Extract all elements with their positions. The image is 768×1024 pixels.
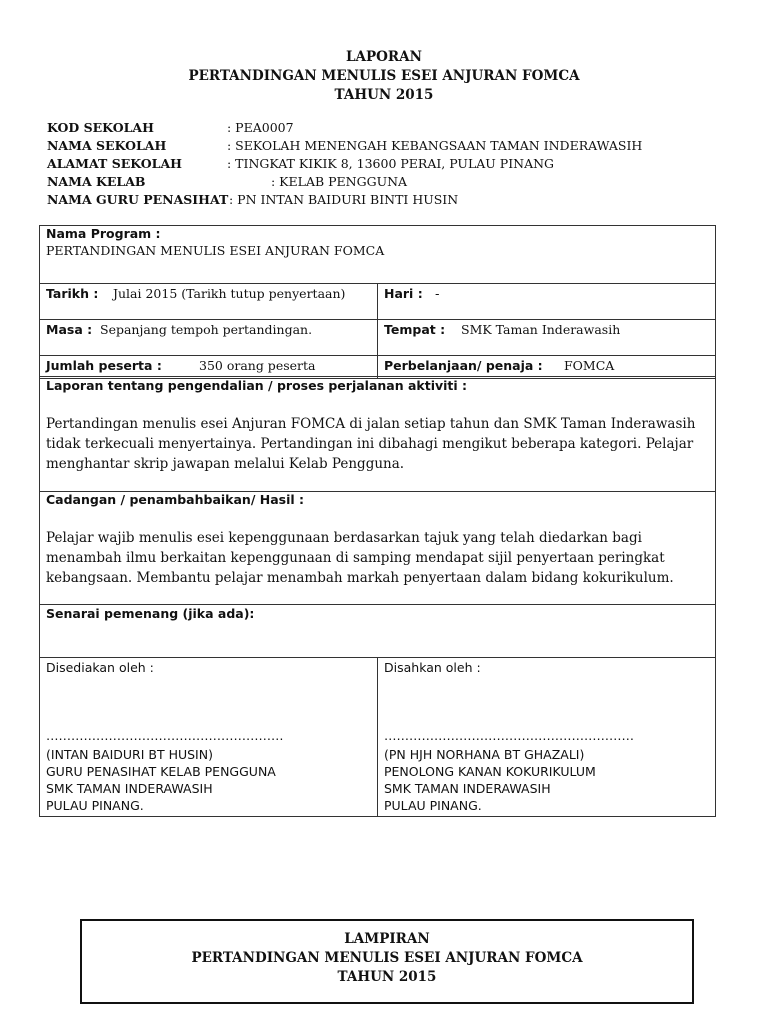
report-title [0,48,768,105]
lampiran-box [80,919,694,1004]
paragraph-line: kebangsaan. Membantu pelajar menambah markah penyertaan dalam bidang kokurikulum. [46,570,674,586]
signatory-title: GURU PENASIHAT KELAB PENGGUNA [46,764,276,779]
meta-value: : KELAB PENGGUNA [271,174,408,189]
signatory-state: PULAU PINANG. [384,798,482,813]
row-divider [39,604,716,605]
cadangan-paragraph [46,528,674,588]
meta-label: KOD SEKOLAH [47,120,154,135]
paragraph-line: menghantar skrip jawapan melalui Kelab Pengguna. [46,456,405,472]
senarai-pemenang-label: Senarai pemenang (jika ada): [46,606,255,621]
disediakan-label: Disediakan oleh : [46,660,154,675]
lampiran-line-1: LAMPIRAN [344,931,430,947]
paragraph-line: tidak terkecuali menyertainya. Pertandingan ini dibahagi mengikut beberapa kategori. Pelajar [46,436,694,452]
meta-value: : SEKOLAH MENENGAH KEBANGSAAN TAMAN INDERAWASIH [227,138,643,153]
lampiran-line-2: PERTANDINGAN MENULIS ESEI ANJURAN FOMCA [191,950,583,966]
meta-label: NAMA KELAB [47,174,146,189]
tarikh-value: Julai 2015 (Tarikh tutup penyertaan) [113,286,346,301]
paragraph-line: Pelajar wajib menulis esei kepenggunaan berdasarkan tajuk yang telah diedarkan bagi [46,530,642,546]
meta-value: : TINGKAT KIKIK 8, 13600 PERAI, PULAU PINANG [227,156,555,171]
jumlah-value: 350 orang peserta [199,358,316,373]
title-line-2: PERTANDINGAN MENULIS ESEI ANJURAN FOMCA [188,68,580,84]
signature-line-right: …………………………………………………… [384,728,634,743]
signatory-state: PULAU PINANG. [46,798,144,813]
meta-label: ALAMAT SEKOLAH [47,156,182,171]
meta-label: NAMA GURU PENASIHAT [47,192,229,207]
signatory-name: (INTAN BAIDURI BT HUSIN) [46,747,213,762]
laporan-label: Laporan tentang pengendalian / proses perjalanan aktiviti : [46,378,468,393]
cadangan-label: Cadangan / penambahbaikan/ Hasil : [46,492,304,507]
title-line-1: LAPORAN [346,49,422,65]
meta-value: : PEA0007 [227,120,294,135]
laporan-paragraph [46,414,695,474]
masa-value: Sepanjang tempoh pertandingan. [100,322,313,337]
perbelanjaan-label: Perbelanjaan/ penaja : [384,358,543,373]
signatory-name: (PN HJH NORHANA BT GHAZALI) [384,747,585,762]
masa-label: Masa : [46,322,93,337]
program-label: Nama Program : [46,226,161,241]
column-divider [377,283,378,378]
paragraph-line: menambah ilmu berkaitan kepenggunaan di samping mendapat sijil penyertaan peringkat [46,550,665,566]
hari-value: - [435,286,440,301]
meta-label: NAMA SEKOLAH [47,138,167,153]
column-divider [377,657,378,817]
paragraph-line: Pertandingan menulis esei Anjuran FOMCA di jalan setiap tahun dan SMK Taman Inderawasih [46,416,696,432]
signature-line-left: ………………………………………………… [46,728,284,743]
disahkan-label: Disahkan oleh : [384,660,481,675]
signatory-school: SMK TAMAN INDERAWASIH [384,781,551,796]
signatory-title: PENOLONG KANAN KOKURIKULUM [384,764,596,779]
program-value: PERTANDINGAN MENULIS ESEI ANJURAN FOMCA [46,243,385,258]
tempat-value: SMK Taman Inderawasih [461,322,621,337]
signatory-school: SMK TAMAN INDERAWASIH [46,781,213,796]
disediakan-block [46,746,276,814]
disahkan-block [384,746,596,814]
tarikh-label: Tarikh : [46,286,99,301]
meta-value: : PN INTAN BAIDURI BINTI HUSIN [229,192,459,207]
hari-label: Hari : [384,286,423,301]
tempat-label: Tempat : [384,322,446,337]
perbelanjaan-value: FOMCA [564,358,615,373]
jumlah-label: Jumlah peserta : [46,358,162,373]
title-line-3: TAHUN 2015 [334,87,434,103]
lampiran-line-3: TAHUN 2015 [337,969,437,985]
